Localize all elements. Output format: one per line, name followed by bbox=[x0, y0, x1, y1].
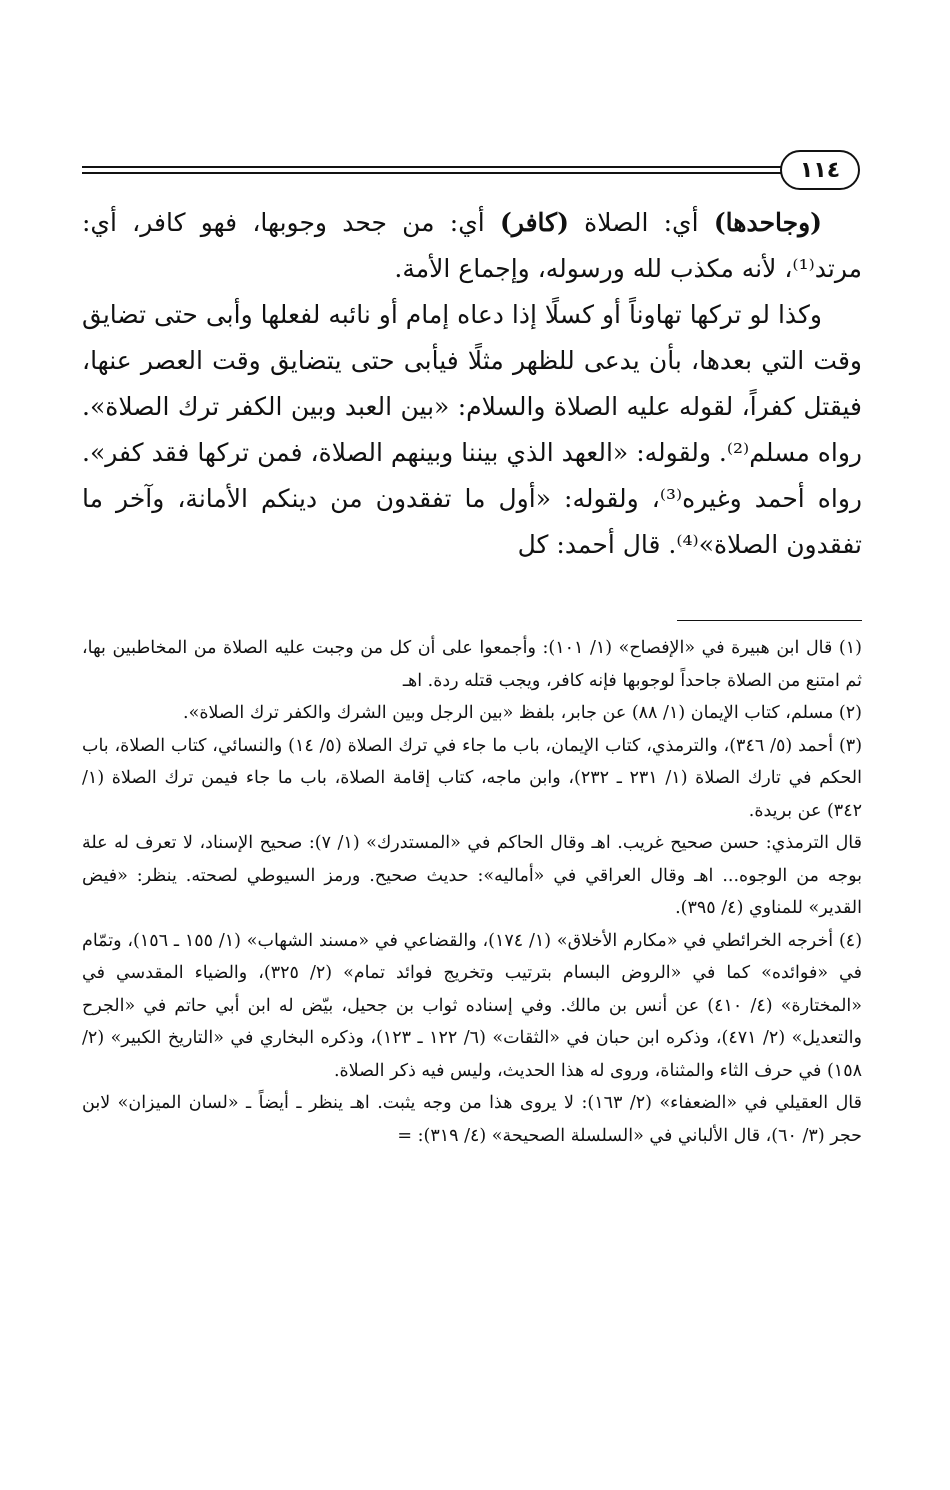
footnote-4-continuation: قال العقيلي في «الضعفاء» (٢/ ١٦٣): لا يروى هذا من وجه يثبت. اهـ ينظر ـ أيضاً ـ «لسان الميزان» لابن حجر (٣/ ٦٠)، قال الألباني في «السلسلة الصحيحة» (٤/ ٣١٩): = bbox=[82, 1093, 862, 1146]
footnote-ref-3: ⁽³⁾ bbox=[659, 484, 683, 513]
footnote-ref-1: ⁽¹⁾ bbox=[792, 254, 815, 283]
footnote-ref-4: ⁽⁴⁾ bbox=[676, 530, 699, 559]
main-text bbox=[82, 200, 862, 568]
footnote-ref-2: ⁽²⁾ bbox=[726, 438, 750, 467]
footnote-3-continuation: قال الترمذي: حسن صحيح غريب. اهـ وقال الحاكم في «المستدرك» (١/ ٧): صحيح الإسناد، لا تعرف له علة بوجه من الوجوه... اهـ وقال العراقي في «أماليه»: حديث صحيح. ورمز السيوطي لصحته. ينظر: «فيض القدير» للمناوي (٤/ ٣٩٥). bbox=[82, 833, 862, 918]
footnote-1: (١) قال ابن هبيرة في «الإفصاح» (١/ ١٠١): وأجمعوا على أن كل من وجبت عليه الصلاة من المخاطبين بها، ثم امتنع من الصلاة جاحداً لوجوبها فإنه كافر، ويجب قتله ردة. اهـ bbox=[82, 638, 862, 691]
term-kafir: (كافر) bbox=[499, 208, 569, 237]
footnote-3: (٣) أحمد (٥/ ٣٤٦)، والترمذي، كتاب الإيمان، باب ما جاء في ترك الصلاة (٥/ ١٤) والنسائي، كتاب الصلاة، باب الحكم في تارك الصلاة (١/ ٢٣١ ـ ٢٣٢)، وابن ماجه، كتاب إقامة الصلاة، باب ما جاء فيمن ترك الصلاة (١/ ٣٤٢) عن بريدة. bbox=[82, 735, 863, 821]
term-jahidiha: (وجاحدها) bbox=[713, 208, 822, 237]
page-header bbox=[82, 150, 860, 192]
footnote-2: (٢) مسلم، كتاب الإيمان (١/ ٨٨) عن جابر، بلفظ «بين الرجل وبين الشرك والكفر ترك الصلاة». bbox=[183, 703, 862, 723]
page-number: ١١٤ bbox=[799, 157, 841, 183]
main-paragraph-1: (وجاحدها) أي: الصلاة (كافر) أي: من جحد وجوبها، فهو كافر، أي: مرتد⁽¹⁾، لأنه مكذب لله ورسوله، وإجماع الأمة. bbox=[82, 208, 862, 283]
header-double-rule bbox=[82, 166, 782, 174]
main-paragraph-2: وكذا لو تركها تهاوناً أو كسلًا إذا دعاه إمام أو نائبه لفعلها وأبى حتى تضايق وقت التي بعدها، بأن يدعى للظهر مثلًا فيأبى حتى يتضايق وقت العصر عنها، فيقتل كفراً، لقوله عليه الصلاة والسلام: «بين العبد وبين الكفر ترك الصلاة». رواه مسلم⁽²⁾. ولقوله: «العهد الذي بيننا وبينهم الصلاة، فمن تركها فقد كفر». رواه أحمد وغيره⁽³⁾، ولقوله: «أول ما تفقدون من دينكم الأمانة، وآخر ما تفقدون الصلاة»⁽⁴⁾. قال أحمد: كل bbox=[82, 300, 862, 559]
footnote-4: (٤) أخرجه الخرائطي في «مكارم الأخلاق» (١/ ١٧٤)، والقضاعي في «مسند الشهاب» (١/ ١٥٥ ـ ١٥٦)، وتمّام في «فوائده» كما في «الروض البسام بترتيب وتخريج فوائد تمام» (٢/ ٣٢٥)، والضياء المقدسي في «المختارة» (٤/ ٤١٠) عن أنس بن مالك. وفي إسناده ثواب بن جحيل، بيّض له ابن أبي حاتم في «الجرح والتعديل» (٢/ ٤٧١)، وذكره ابن حبان في «الثقات» (٦/ ١٢٢ ـ ١٢٣)، وذكره البخاري في «التاريخ الكبير» (٢/ ١٥٨) في حرف الثاء والمثناة، وروى له هذا الحديث، وليس فيه ذكر الصلاة. bbox=[82, 930, 863, 1081]
footnote-separator bbox=[677, 620, 862, 621]
footnotes bbox=[82, 632, 862, 1152]
page-number-badge bbox=[780, 150, 860, 190]
